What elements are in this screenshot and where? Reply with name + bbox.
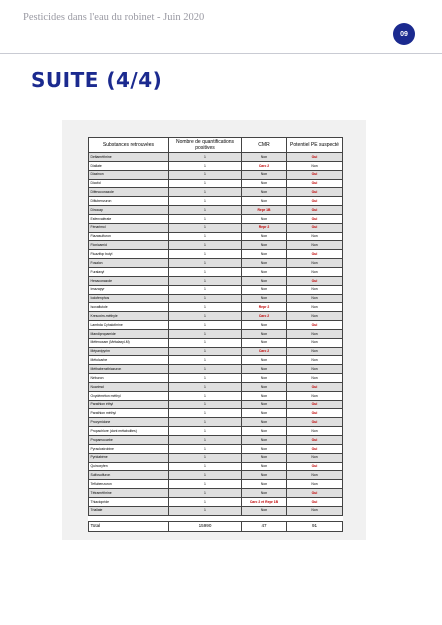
quantification-count-cell: 1 — [169, 197, 242, 206]
pe-cell: Oui — [287, 223, 343, 232]
pe-cell: Oui — [287, 400, 343, 409]
total-cmr: 47 — [242, 521, 287, 531]
document-header: Pesticides dans l'eau du robinet - Juin 2020 — [23, 12, 205, 23]
cmr-cell: Non — [242, 188, 287, 197]
table-row — [89, 188, 343, 197]
substance-cell: Oxydéméton méthyl — [89, 391, 169, 400]
pe-cell: Oui — [287, 489, 343, 498]
pe-cell: Non — [287, 453, 343, 462]
substance-cell: Triallate — [89, 506, 169, 515]
table-row — [89, 179, 343, 188]
pe-cell: Non — [287, 427, 343, 436]
substance-cell: Isoxaflutole — [89, 303, 169, 312]
quantification-count-cell: 1 — [169, 188, 242, 197]
quantification-count-cell: 1 — [169, 462, 242, 471]
cmr-cell: Non — [242, 356, 287, 365]
cmr-cell: Non — [242, 232, 287, 241]
cmr-cell: Non — [242, 391, 287, 400]
substance-cell: Fosalon — [89, 259, 169, 268]
quantification-count-cell: 1 — [169, 267, 242, 276]
table-row — [89, 374, 343, 383]
pe-cell: Non — [287, 161, 343, 170]
section-title: SUITE (4/4) — [31, 68, 163, 92]
substance-cell: Thiaclopride — [89, 497, 169, 506]
quantification-count-cell: 1 — [169, 170, 242, 179]
quantification-count-cell: 1 — [169, 453, 242, 462]
quantification-count-cell: 1 — [169, 259, 242, 268]
quantification-count-cell: 1 — [169, 382, 242, 391]
table-row — [89, 347, 343, 356]
quantification-count-cell: 1 — [169, 427, 242, 436]
cmr-cell: Non — [242, 285, 287, 294]
quantification-count-cell: 1 — [169, 391, 242, 400]
pe-cell: Non — [287, 232, 343, 241]
pe-cell: Oui — [287, 250, 343, 259]
table-row — [89, 232, 343, 241]
table-row — [89, 294, 343, 303]
cmr-cell: Non — [242, 259, 287, 268]
pe-cell: Oui — [287, 321, 343, 330]
substance-cell: Fluazifop butyl — [89, 250, 169, 259]
column-header-substance: Substances retrouvées — [89, 138, 169, 153]
pe-cell: Non — [287, 259, 343, 268]
quantification-count-cell: 1 — [169, 285, 242, 294]
cmr-cell: Non — [242, 374, 287, 383]
table-row — [89, 365, 343, 374]
quantification-count-cell: 1 — [169, 303, 242, 312]
pe-cell: Oui — [287, 444, 343, 453]
cmr-cell: Non — [242, 427, 287, 436]
substance-cell: Hexaconazole — [89, 276, 169, 285]
pe-cell: Non — [287, 303, 343, 312]
pe-cell: Non — [287, 374, 343, 383]
cmr-cell: Non — [242, 382, 287, 391]
table-row — [89, 418, 343, 427]
quantification-count-cell: 1 — [169, 436, 242, 445]
table-row — [89, 303, 343, 312]
substance-cell: Imazapyr — [89, 285, 169, 294]
cmr-cell: Non — [242, 471, 287, 480]
pe-cell: Non — [287, 480, 343, 489]
quantification-count-cell: 1 — [169, 329, 242, 338]
cmr-cell: Repr 1B — [242, 206, 287, 215]
table-row — [89, 250, 343, 259]
pe-cell: Oui — [287, 276, 343, 285]
column-header-pe: Potentiel PE suspecté — [287, 138, 343, 153]
quantification-count-cell: 1 — [169, 161, 242, 170]
substance-cell: Kresoxim-méthyle — [89, 312, 169, 321]
cmr-cell: Carc 2 et Repr 1B — [242, 497, 287, 506]
table-row — [89, 356, 343, 365]
substance-cell: Propamocarbe — [89, 436, 169, 445]
cmr-cell: Non — [242, 480, 287, 489]
pe-cell: Non — [287, 294, 343, 303]
substance-cell: Deltaméthrine — [89, 153, 169, 162]
quantification-count-cell: 1 — [169, 409, 242, 418]
pe-cell: Oui — [287, 214, 343, 223]
total-quantifications: 15990 — [169, 521, 242, 531]
table-row — [89, 391, 343, 400]
table-row — [89, 427, 343, 436]
pe-cell: Non — [287, 471, 343, 480]
cmr-cell: Non — [242, 400, 287, 409]
pe-cell: Oui — [287, 382, 343, 391]
table-row — [89, 471, 343, 480]
quantification-count-cell: 1 — [169, 374, 242, 383]
cmr-cell: Non — [242, 241, 287, 250]
table-row — [89, 276, 343, 285]
quantification-count-cell: 1 — [169, 312, 242, 321]
table-row — [89, 453, 343, 462]
quantification-count-cell: 1 — [169, 347, 242, 356]
substance-cell: Parathion méthyl — [89, 409, 169, 418]
cmr-cell: Non — [242, 365, 287, 374]
table-row — [89, 497, 343, 506]
quantification-count-cell: 1 — [169, 506, 242, 515]
cmr-cell: Repr 2 — [242, 303, 287, 312]
pe-cell: Non — [287, 356, 343, 365]
table-row — [89, 223, 343, 232]
quantification-count-cell: 1 — [169, 471, 242, 480]
substance-cell: Néburon — [89, 374, 169, 383]
substance-cell: Diazinon — [89, 170, 169, 179]
table-row — [89, 259, 343, 268]
substance-cell: Flonicamid — [89, 241, 169, 250]
substance-cell: Pyridabène — [89, 453, 169, 462]
cmr-cell: Non — [242, 250, 287, 259]
page-number-badge: 09 — [393, 23, 415, 45]
pe-cell: Non — [287, 285, 343, 294]
cmr-cell: Non — [242, 506, 287, 515]
pe-cell: Oui — [287, 436, 343, 445]
substance-cell: Mandipropamide — [89, 329, 169, 338]
substance-cell: Procymidone — [89, 418, 169, 427]
substance-cell: Sulfosulfuron — [89, 471, 169, 480]
pe-cell: Oui — [287, 179, 343, 188]
table-row — [89, 285, 343, 294]
cmr-cell: Non — [242, 214, 287, 223]
substance-cell: Fénarimol — [89, 223, 169, 232]
substance-cell: Difénoconazole — [89, 188, 169, 197]
substances-table — [88, 137, 343, 532]
cmr-cell: Non — [242, 276, 287, 285]
cmr-cell: Non — [242, 267, 287, 276]
table-row — [89, 462, 343, 471]
cmr-cell: Non — [242, 329, 287, 338]
pe-cell: Non — [287, 347, 343, 356]
pe-cell: Oui — [287, 188, 343, 197]
table-row — [89, 206, 343, 215]
quantification-count-cell: 1 — [169, 276, 242, 285]
quantification-count-cell: 1 — [169, 206, 242, 215]
total-label: Total — [89, 521, 169, 531]
substance-cell: Méfenoxam (Métalaxyl-M) — [89, 338, 169, 347]
pe-cell: Non — [287, 329, 343, 338]
substance-cell: Iodofenphos — [89, 294, 169, 303]
substance-cell: Furalaxyl — [89, 267, 169, 276]
header-divider — [0, 53, 442, 54]
substance-cell: Propachlore (dont métabolites) — [89, 427, 169, 436]
cmr-cell: Non — [242, 436, 287, 445]
quantification-count-cell: 1 — [169, 418, 242, 427]
pe-cell: Oui — [287, 418, 343, 427]
cmr-cell: Carc 2 — [242, 161, 287, 170]
cmr-cell: Repr 2 — [242, 223, 287, 232]
table-row — [89, 214, 343, 223]
cmr-cell: Non — [242, 170, 287, 179]
substance-cell: Esfenvalérate — [89, 214, 169, 223]
substance-cell: Pyraclostrobine — [89, 444, 169, 453]
cmr-cell: Carc 2 — [242, 347, 287, 356]
table-row — [89, 321, 343, 330]
table-row — [89, 153, 343, 162]
quantification-count-cell: 1 — [169, 241, 242, 250]
substance-cell: Métolcarbe — [89, 356, 169, 365]
substance-cell: Mépanipyrim — [89, 347, 169, 356]
substance-cell: Quinoxyfen — [89, 462, 169, 471]
pe-cell: Non — [287, 391, 343, 400]
table-row — [89, 382, 343, 391]
table-row — [89, 312, 343, 321]
quantification-count-cell: 1 — [169, 223, 242, 232]
cmr-cell: Non — [242, 153, 287, 162]
quantification-count-cell: 1 — [169, 338, 242, 347]
pe-cell: Non — [287, 241, 343, 250]
quantification-count-cell: 1 — [169, 480, 242, 489]
cmr-cell: Non — [242, 409, 287, 418]
substance-cell: Dinocap — [89, 206, 169, 215]
table-total-row — [89, 521, 343, 531]
pe-cell: Oui — [287, 197, 343, 206]
table-row — [89, 338, 343, 347]
substance-cell: Dicofol — [89, 179, 169, 188]
table-row — [89, 409, 343, 418]
table-row — [89, 267, 343, 276]
pe-cell: Oui — [287, 462, 343, 471]
table-row — [89, 436, 343, 445]
table-row — [89, 480, 343, 489]
column-header-quantifications: Nombre de quantifications positives — [169, 138, 242, 153]
quantification-count-cell: 1 — [169, 356, 242, 365]
table-row — [89, 241, 343, 250]
cmr-cell: Non — [242, 489, 287, 498]
pe-cell: Non — [287, 312, 343, 321]
substance-cell: Flazasulfuron — [89, 232, 169, 241]
table-row — [89, 197, 343, 206]
quantification-count-cell: 1 — [169, 232, 242, 241]
cmr-cell: Non — [242, 294, 287, 303]
quantification-count-cell: 1 — [169, 489, 242, 498]
pe-cell: Oui — [287, 206, 343, 215]
quantification-count-cell: 1 — [169, 153, 242, 162]
substance-cell: Diflubenzuron — [89, 197, 169, 206]
cmr-cell: Non — [242, 197, 287, 206]
pe-cell: Oui — [287, 409, 343, 418]
cmr-cell: Carc 2 — [242, 312, 287, 321]
cmr-cell: Non — [242, 453, 287, 462]
substance-cell: Lambda Cyhalothrine — [89, 321, 169, 330]
substance-cell: Tétraméthrine — [89, 489, 169, 498]
total-pe: 91 — [287, 521, 343, 531]
cmr-cell: Non — [242, 179, 287, 188]
quantification-count-cell: 1 — [169, 179, 242, 188]
quantification-count-cell: 1 — [169, 214, 242, 223]
pe-cell: Non — [287, 506, 343, 515]
substance-cell: Méthabenzthiazuron — [89, 365, 169, 374]
cmr-cell: Non — [242, 338, 287, 347]
pe-cell: Oui — [287, 170, 343, 179]
quantification-count-cell: 1 — [169, 497, 242, 506]
pe-cell: Oui — [287, 153, 343, 162]
pe-cell: Oui — [287, 497, 343, 506]
column-header-cmr: CMR — [242, 138, 287, 153]
table-row — [89, 170, 343, 179]
quantification-count-cell: 1 — [169, 294, 242, 303]
substance-cell: Nuarimol — [89, 382, 169, 391]
substance-cell: Diallate — [89, 161, 169, 170]
quantification-count-cell: 1 — [169, 400, 242, 409]
pe-cell: Non — [287, 338, 343, 347]
substance-cell: Parathion éthyl — [89, 400, 169, 409]
cmr-cell: Non — [242, 444, 287, 453]
quantification-count-cell: 1 — [169, 365, 242, 374]
table-header-row — [89, 138, 343, 153]
cmr-cell: Non — [242, 418, 287, 427]
table-row — [89, 444, 343, 453]
quantification-count-cell: 1 — [169, 444, 242, 453]
pe-cell: Non — [287, 365, 343, 374]
quantification-count-cell: 1 — [169, 321, 242, 330]
quantification-count-cell: 1 — [169, 250, 242, 259]
table-row — [89, 161, 343, 170]
table-row — [89, 506, 343, 515]
substance-cell: Teflubenzuron — [89, 480, 169, 489]
cmr-cell: Non — [242, 462, 287, 471]
pe-cell: Non — [287, 267, 343, 276]
table-row — [89, 489, 343, 498]
table-row — [89, 329, 343, 338]
cmr-cell: Non — [242, 321, 287, 330]
table-row — [89, 400, 343, 409]
